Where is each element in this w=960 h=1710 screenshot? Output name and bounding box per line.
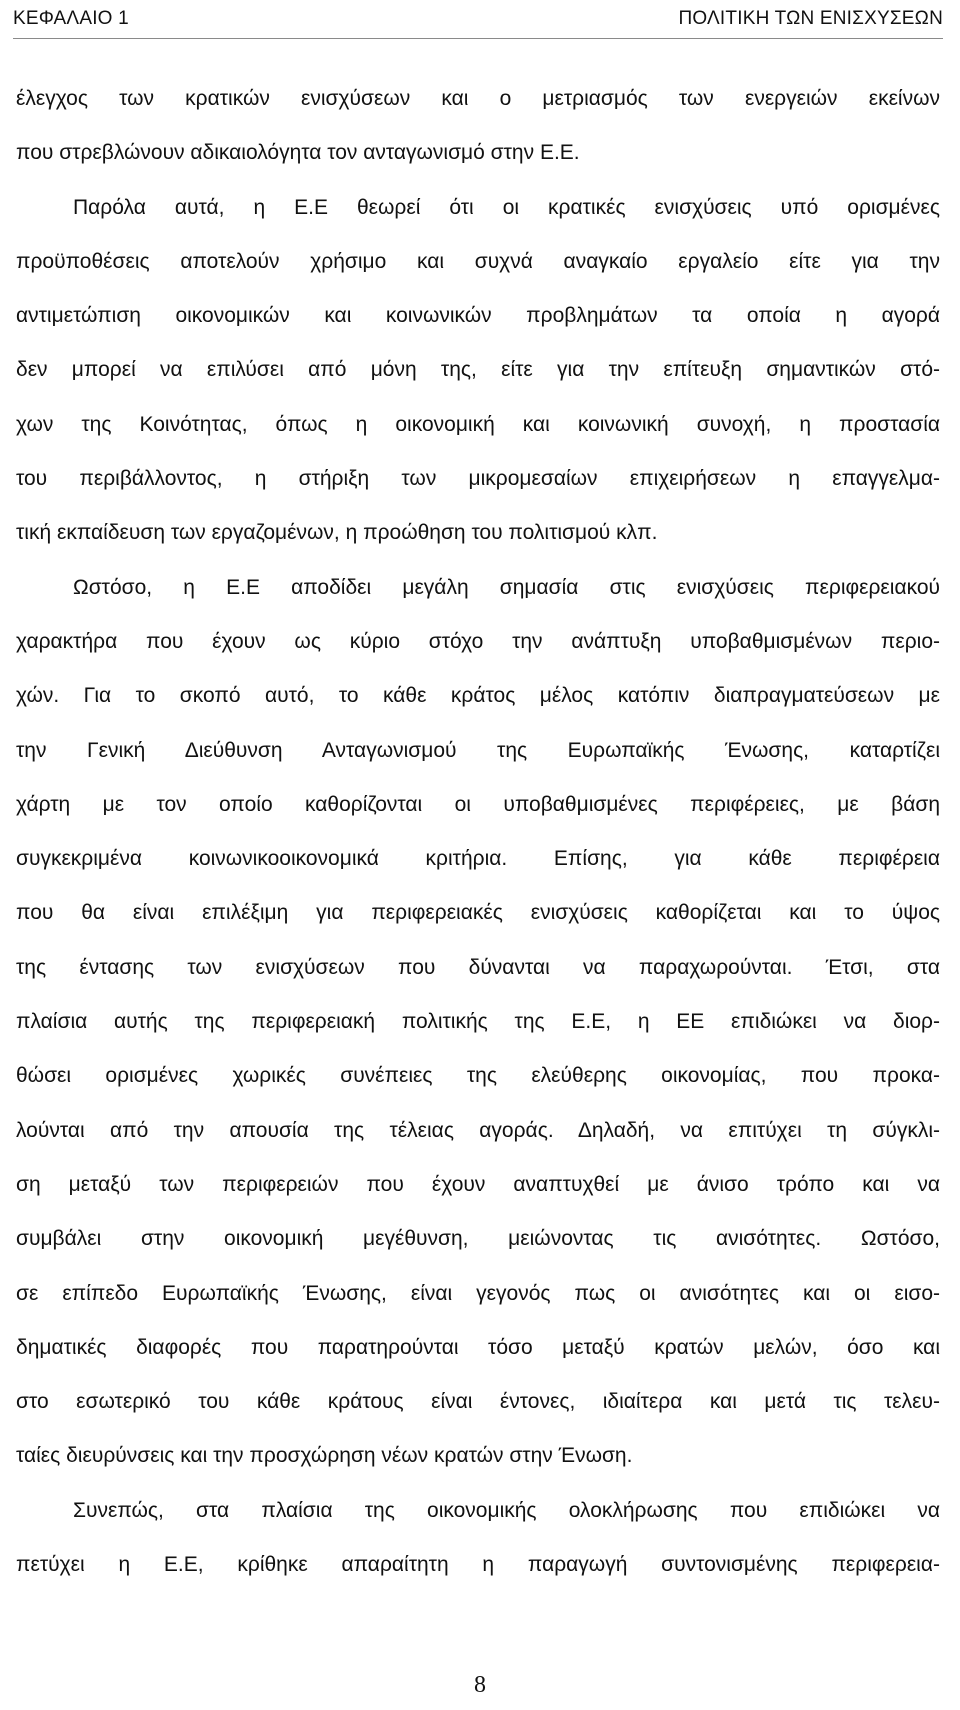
- text-line: Παρόλα αυτά, η Ε.Ε θεωρεί ότι οι κρατικές ενισχύσεις υπό ορισμένες: [73, 195, 940, 219]
- text-line: σε επίπεδο Ευρωπαϊκής Ένωσης, είναι γεγονός πως οι ανισότητες και οι εισο-: [16, 1281, 940, 1305]
- text-line: της έντασης των ενισχύσεων που δύνανται να παραχωρούνται. Έτσι, στα: [16, 955, 940, 979]
- text-line: χαρακτήρα που έχουν ως κύριο στόχο την ανάπτυξη υποβαθμισμένων περιο-: [16, 629, 940, 653]
- body-text: [16, 72, 940, 1592]
- text-line: την Γενική Διεύθυνση Ανταγωνισμού της Ευρωπαϊκής Ένωσης, καταρτίζει: [16, 738, 940, 762]
- text-line: αντιμετώπιση οικονομικών και κοινωνικών προβλημάτων τα οποία η αγορά: [16, 304, 940, 328]
- chapter-label: ΚΕΦΑΛΑΙΟ 1: [13, 8, 129, 29]
- page-number: 8: [474, 1672, 486, 1698]
- text-line: χών. Για το σκοπό αυτό, το κάθε κράτος μέλος κατόπιν διαπραγματεύσεων με: [16, 684, 940, 708]
- text-line: ταίες διευρύνσεις και την προσχώρηση νέων κρατών στην Ένωση.: [16, 1444, 633, 1468]
- text-line: στο εσωτερικό του κάθε κράτους είναι έντονες, ιδιαίτερα και μετά τις τελευ-: [16, 1390, 940, 1414]
- text-line: Συνεπώς, στα πλαίσια της οικονομικής ολοκλήρωσης που επιδιώκει να: [73, 1498, 940, 1522]
- text-line: που στρεβλώνουν αδικαιολόγητα τον ανταγωνισμό στην Ε.Ε.: [16, 141, 580, 165]
- text-line: λούνται από την απουσία της τέλειας αγοράς. Δηλαδή, να επιτύχει τη σύγκλι-: [16, 1118, 940, 1142]
- text-line: του περιβάλλοντος, η στήριξη των μικρομεσαίων επιχειρήσεων η επαγγελμα-: [16, 467, 940, 491]
- text-line: προϋποθέσεις αποτελούν χρήσιμο και συχνά αναγκαίο εργαλείο είτε για την: [16, 249, 940, 273]
- text-line: τική εκπαίδευση των εργαζομένων, η προώθηση του πολιτισμού κλπ.: [16, 521, 658, 545]
- page-header: [13, 0, 943, 39]
- text-line: χων της Κοινότητας, όπως η οικονομική και κοινωνική συνοχή, η προστασία: [16, 412, 940, 436]
- text-line: συμβάλει στην οικονομική μεγέθυνση, μειώνοντας τις ανισότητες. Ωστόσο,: [16, 1227, 940, 1251]
- section-title: ΠΟΛΙΤΙΚΗ ΤΩΝ ΕΝΙΣΧΥΣΕΩΝ: [678, 8, 943, 29]
- text-line: συγκεκριμένα κοινωνικοοικονομικά κριτήρια. Επίσης, για κάθε περιφέρεια: [16, 847, 940, 871]
- text-line: δηματικές διαφορές που παρατηρούνται τόσο μεταξύ κρατών μελών, όσο και: [16, 1335, 940, 1359]
- text-line: χάρτη με τον οποίο καθορίζονται οι υποβαθμισμένες περιφέρειες, με βάση: [16, 792, 940, 816]
- text-line: που θα είναι επιλέξιμη για περιφερειακές ενισχύσεις καθορίζεται και το ύψος: [16, 901, 940, 925]
- text-line: πλαίσια αυτής της περιφερειακή πολιτικής της Ε.Ε, η ΕΕ επιδιώκει να διορ-: [16, 1010, 940, 1034]
- text-line: πετύχει η Ε.Ε, κρίθηκε απαραίτητη η παραγωγή συντονισμένης περιφερεια-: [16, 1553, 940, 1577]
- text-line: Ωστόσο, η Ε.Ε αποδίδει μεγάλη σημασία στις ενισχύσεις περιφερειακού: [73, 575, 940, 599]
- text-line: δεν μπορεί να επιλύσει από μόνη της, είτε για την επίτευξη σημαντικών στό-: [16, 358, 940, 382]
- text-line: ση μεταξύ των περιφερειών που έχουν αναπτυχθεί με άνισο τρόπο και να: [16, 1172, 940, 1196]
- text-line: έλεγχος των κρατικών ενισχύσεων και ο μετριασμός των ενεργειών εκείνων: [16, 87, 940, 110]
- text-line: θώσει ορισμένες χωρικές συνέπειες της ελεύθερης οικονομίας, που προκα-: [16, 1064, 940, 1088]
